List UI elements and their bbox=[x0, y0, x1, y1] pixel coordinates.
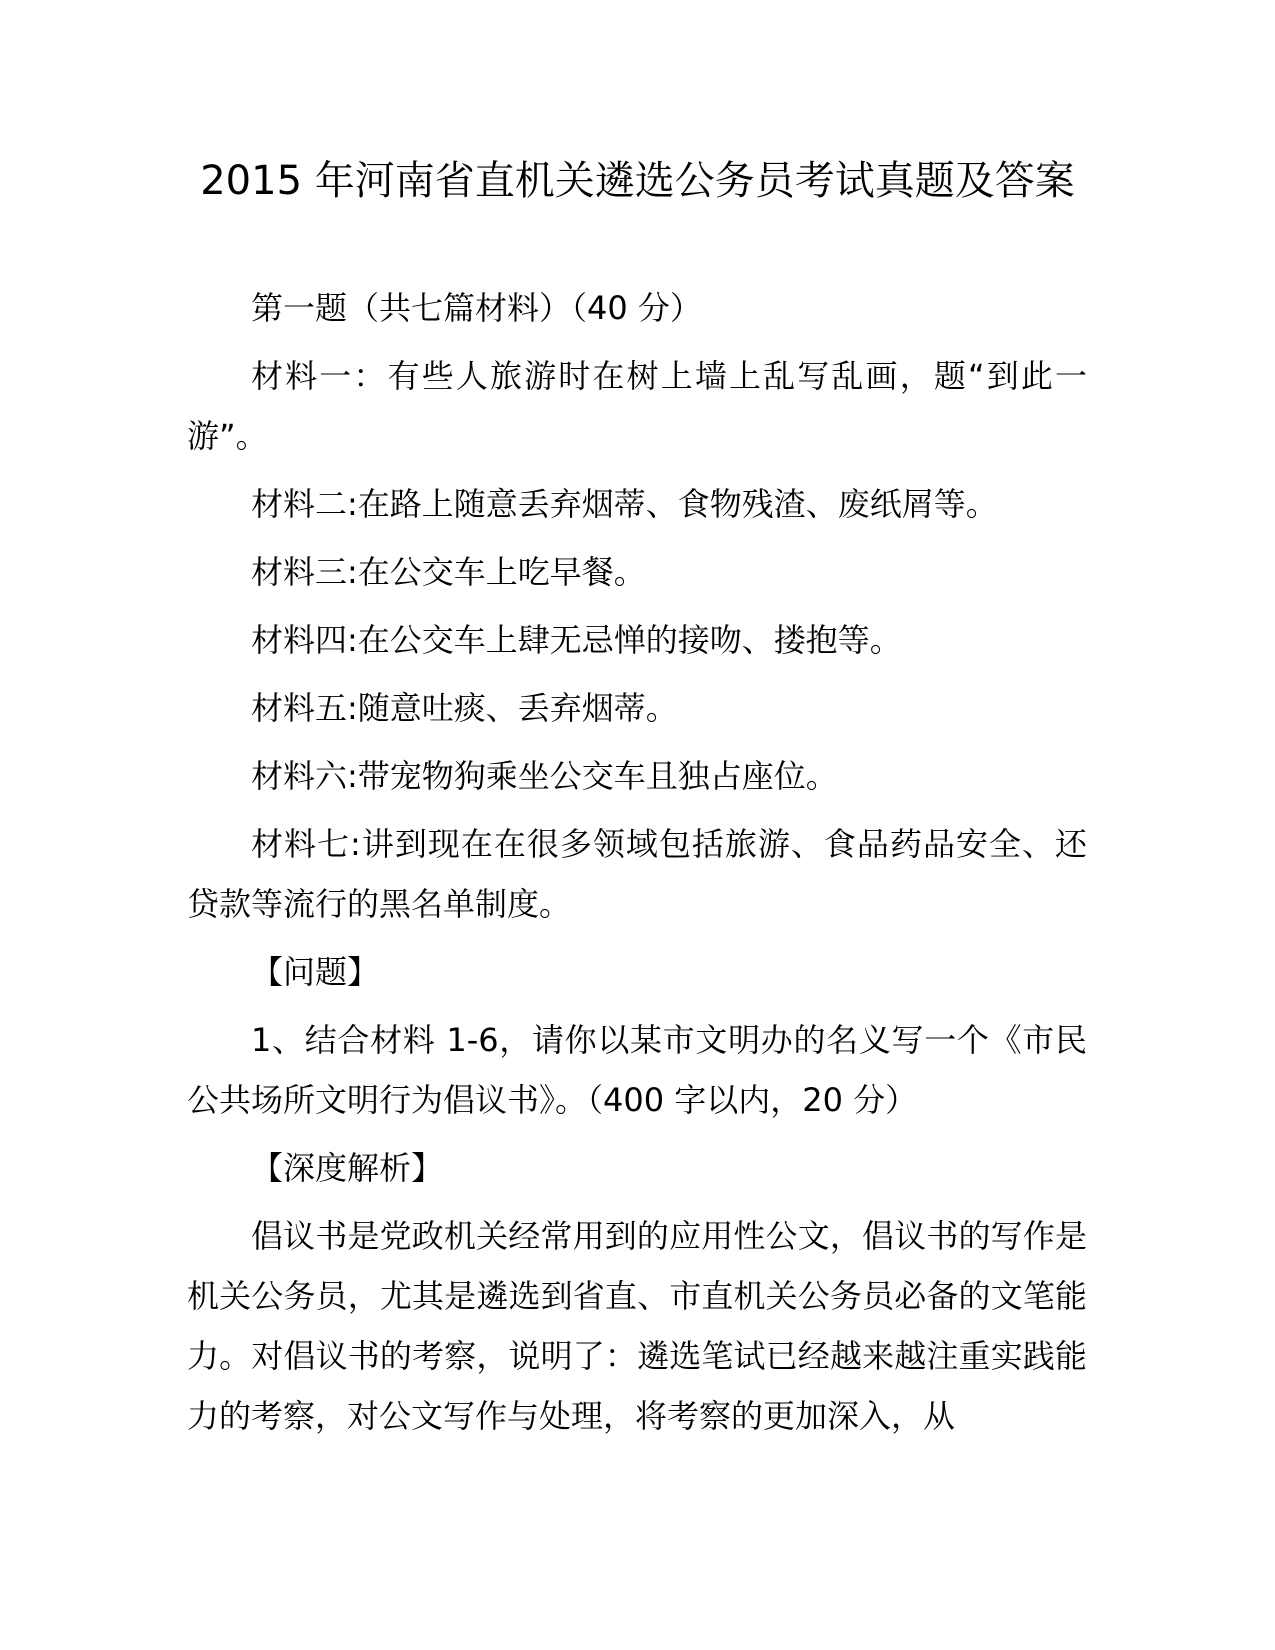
material-5: 材料五:随意吐痰、丢弃烟蒂。 bbox=[251, 689, 678, 727]
document-body bbox=[187, 278, 1087, 1454]
document-title: 2015 年河南省直机关遴选公务员考试真题及答案 bbox=[200, 158, 1075, 204]
material-7: 材料七:讲到现在在很多领域包括旅游、食品药品安全、还贷款等流行的黑名单制度。 bbox=[187, 825, 1087, 923]
material-1: 材料一：有些人旅游时在树上墙上乱写乱画，题“到此一游”。 bbox=[187, 357, 1087, 455]
analysis-paragraph: 倡议书是党政机关经常用到的应用性公文，倡议书的写作是机关公务员，尤其是遴选到省直、市直机关公务员必备的文笔能力。对倡议书的考察，说明了：遴选笔试已经越来越注重实践能力的考察，对公文写作与处理，将考察的更加深入，从 bbox=[187, 1217, 1087, 1435]
material-3: 材料三:在公交车上吃早餐。 bbox=[251, 553, 646, 591]
section-analysis: 【深度解析】 bbox=[251, 1149, 444, 1187]
question-1: 1、结合材料 1-6，请你以某市文明办的名义写一个《市民公共场所文明行为倡议书》。（400 字以内，20 分） bbox=[187, 1021, 1087, 1119]
section-question: 【问题】 bbox=[251, 953, 380, 991]
question-heading: 第一题（共七篇材料）（40 分） bbox=[251, 289, 702, 327]
material-6: 材料六:带宠物狗乘坐公交车且独占座位。 bbox=[251, 757, 838, 795]
material-4: 材料四:在公交车上肆无忌惮的接吻、搂抱等。 bbox=[251, 621, 902, 659]
material-2: 材料二:在路上随意丢弃烟蒂、食物残渣、废纸屑等。 bbox=[251, 485, 998, 523]
